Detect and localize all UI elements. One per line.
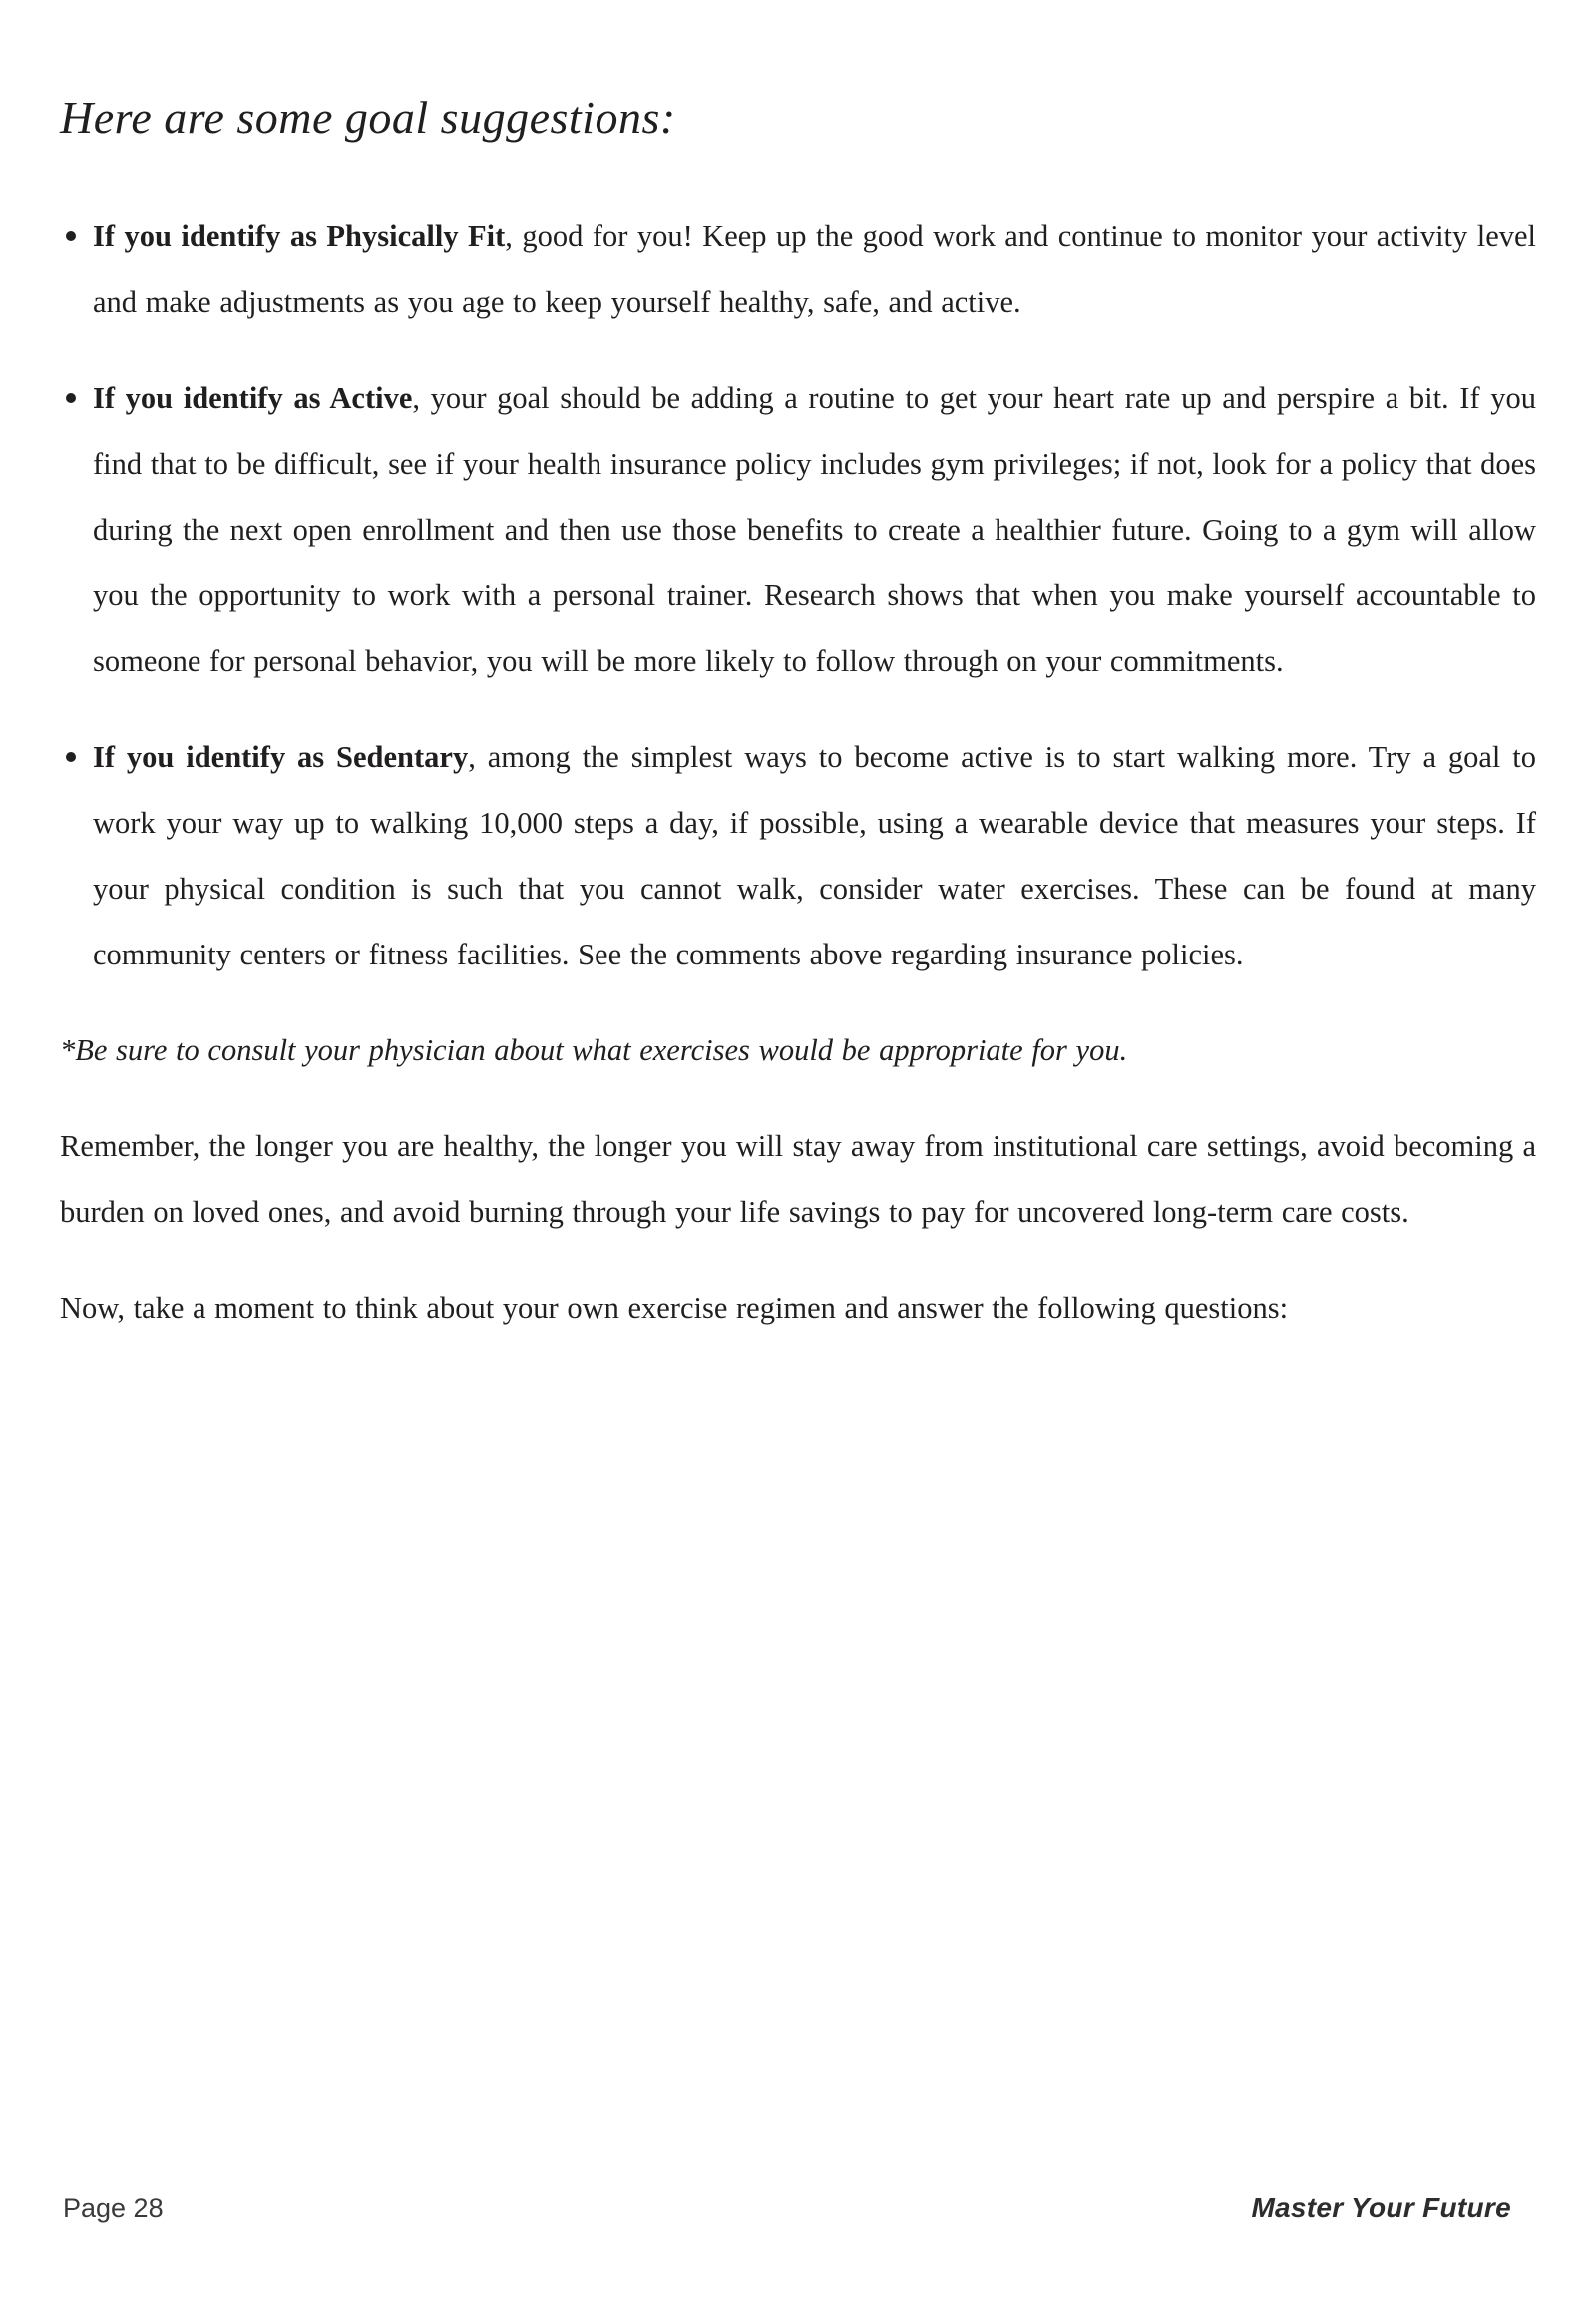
bullet-icon (66, 752, 76, 762)
paragraph-now: Now, take a moment to think about your own exercise regimen and answer the following questions: (60, 1291, 1289, 1325)
page-content (60, 0, 1536, 1370)
bullet-icon (66, 231, 76, 241)
goal-item-text: , your goal should be adding a routine to get your heart rate up and perspire a bit. If you find that to be difficult, see if your health insurance policy includes gym privileges; if not, look for a policy that does during the next open enrollment and then use those benefits to create a healthier future. Going to a gym will allow you the opportunity to work with a personal trainer. Research shows that when you make yourself accountable to someone for personal behavior, you will be more likely to follow through on your commitments. (93, 381, 1536, 678)
section-heading: Here are some goal suggestions: (60, 92, 676, 143)
goal-item-sedentary (60, 724, 1536, 987)
goal-item-text: , good for you! Keep up the good work and continue to monitor your activity level and make adjustments as you age to keep yourself healthy, safe, and active. (93, 219, 1537, 319)
bullet-icon (66, 393, 76, 403)
goal-item-text: , among the simplest ways to become active is to start walking more. Try a goal to work your way up to walking 10,000 steps a day, if possible, using a wearable device that measures your steps. If your physical condition is such that you cannot walk, consider water exercises. These can be found at many community centers or fitness facilities. See the comments above regarding insurance policies. (93, 740, 1536, 971)
paragraph-remember: Remember, the longer you are healthy, the longer you will stay away from institutional care settings, avoid becoming a burden on loved ones, and avoid burning through your life savings to pay for uncovered long-term care costs. (60, 1129, 1536, 1229)
goal-item-physically-fit (60, 203, 1536, 335)
page-footer (63, 2192, 1511, 2224)
goal-item-lead: If you identify as Active (93, 381, 413, 415)
goal-suggestions-list (60, 203, 1536, 987)
page-number: Page 28 (63, 2193, 164, 2223)
physician-note: *Be sure to consult your physician about what exercises would be appropriate for you. (60, 1033, 1128, 1067)
goal-item-lead: If you identify as Physically Fit (93, 219, 506, 253)
goal-item-active (60, 365, 1536, 694)
goal-item-lead: If you identify as Sedentary (93, 740, 469, 774)
book-title: Master Your Future (1251, 2192, 1511, 2223)
